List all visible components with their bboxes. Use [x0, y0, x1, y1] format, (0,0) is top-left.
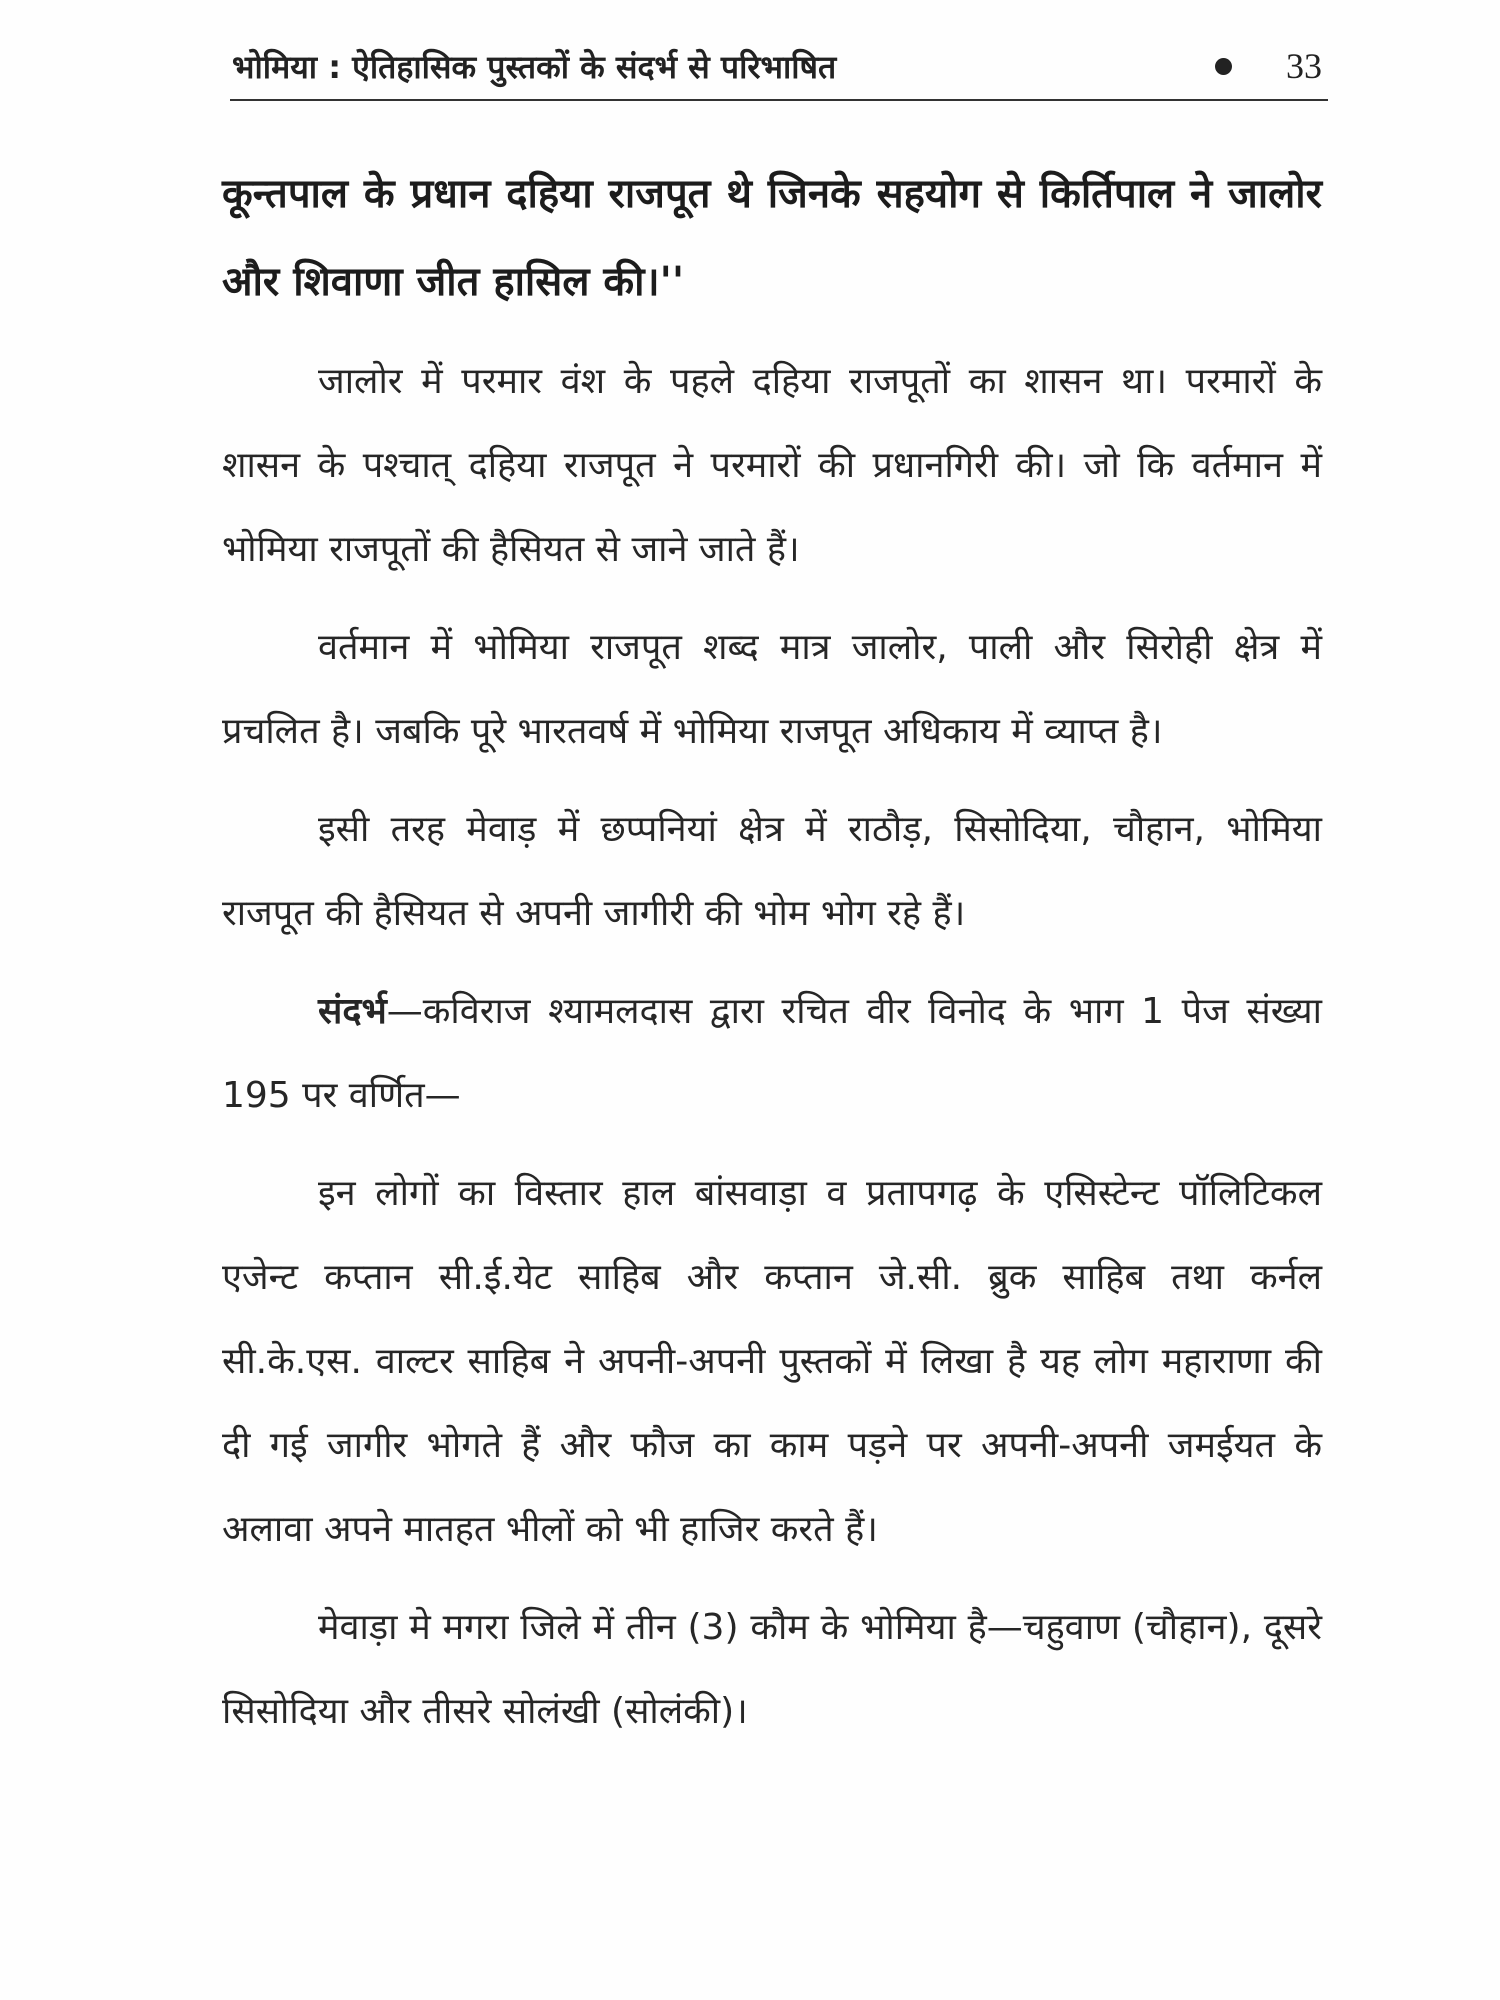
body-text [222, 150, 1322, 1754]
paragraph-political-agents: इन लोगों का विस्तार हाल बांसवाड़ा व प्रतापगढ़ के एसिस्टेन्ट पॉलिटिकल एजेन्ट कप्तान सी.ई.येट साहिब और कप्तान जे.सी. ब्रुक साहिब तथा कर्नल सी.के.एस. वाल्टर साहिब ने अपनी-अपनी पुस्तकों में लिखा है यह लोग महाराणा की दी गई जागीर भोगते हैं और फौज का काम पड़ने पर अपनी-अपनी जमईयत के अलावा अपने मातहत भीलों को भी हाजिर करते हैं। [222, 1173, 1322, 1550]
paragraph-jalor-parmar: जालोर में परमार वंश के पहले दहिया राजपूतों का शासन था। परमारों के शासन के पश्चात् दहिया राजपूत ने परमारों की प्रधानगिरी की। जो कि वर्तमान में भोमिया राजपूतों की हैसियत से जाने जाते हैं। [222, 361, 1322, 570]
running-header [232, 40, 1322, 92]
paragraph-quote-end: कून्तपाल के प्रधान दहिया राजपूत थे जिनके सहयोग से किर्तिपाल ने जालोर और शिवाणा जीत हासिल की।'' [222, 171, 1322, 305]
paragraph-magra-district: मेवाड़ा मे मगरा जिले में तीन (3) कौम के भोमिया है—चहुवाण (चौहान), दूसरे सिसोदिया और तीसरे सोलंखी (सोलंकी)। [222, 1607, 1322, 1732]
reference-text: —कविराज श्यामलदास द्वारा रचित वीर विनोद के भाग 1 पेज संख्या 195 पर वर्णित— [222, 991, 1322, 1116]
running-title: भोमिया : ऐतिहासिक पुस्तकों के संदर्भ से परिभाषित [232, 47, 837, 86]
header-rule [230, 99, 1328, 101]
page-number: 33 [1286, 46, 1322, 86]
paragraph-reference [222, 970, 1322, 1138]
paragraph-bhomiya-current: वर्तमान में भोमिया राजपूत शब्द मात्र जालोर, पाली और सिरोही क्षेत्र में प्रचलित है। जबकि पूरे भारतवर्ष में भोमिया राजपूत अधिकाय में व्याप्त है। [222, 627, 1322, 752]
bullet-icon [1215, 58, 1232, 75]
header-right [1215, 45, 1322, 87]
paragraph-mewar-chhappaniya: इसी तरह मेवाड़ में छप्पनियां क्षेत्र में राठौड़, सिसोदिया, चौहान, भोमिया राजपूत की हैसियत से अपनी जागीरी की भोम भोग रहे हैं। [222, 809, 1322, 934]
reference-label: संदर्भ [318, 991, 387, 1032]
